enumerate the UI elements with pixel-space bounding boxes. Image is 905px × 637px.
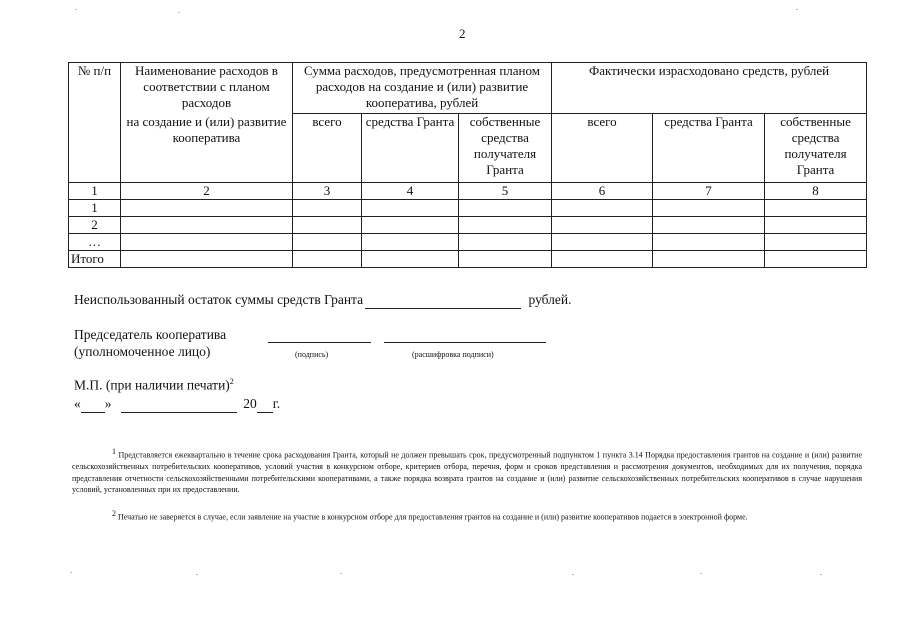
table-cell	[765, 217, 867, 234]
expense-report-table	[68, 62, 867, 268]
table-cell	[459, 234, 552, 251]
scan-speck	[700, 573, 702, 574]
row-label: …	[69, 234, 121, 251]
date-month-field[interactable]	[121, 396, 237, 413]
footnote-2	[72, 508, 862, 523]
decoding-caption: (расшифровка подписи)	[412, 350, 494, 359]
date-close-quote: »	[104, 396, 112, 411]
table-cell	[459, 217, 552, 234]
column-number: 6	[552, 183, 653, 200]
table-cell	[653, 251, 765, 268]
stamp-line	[74, 377, 234, 394]
table-cell	[765, 251, 867, 268]
date-year-suffix: г.	[272, 396, 281, 411]
subheader-fact-total: всего	[552, 114, 653, 183]
table-row	[69, 234, 867, 251]
subheader-plan-grant: средства Гранта	[362, 114, 459, 183]
table-cell	[362, 234, 459, 251]
scan-speck	[796, 9, 798, 10]
footnote-1	[72, 446, 862, 496]
table-cell	[765, 234, 867, 251]
row-label-total: Итого	[69, 251, 121, 268]
table-cell	[459, 251, 552, 268]
header-actual-spent: Фактически израсходовано средств, рублей	[552, 63, 867, 114]
scan-speck	[178, 12, 180, 13]
table-cell	[552, 251, 653, 268]
column-number: 8	[765, 183, 867, 200]
subheader-plan-total: всего	[293, 114, 362, 183]
scan-speck	[572, 574, 574, 575]
table-cell	[362, 200, 459, 217]
column-number: 7	[653, 183, 765, 200]
table-row	[69, 217, 867, 234]
table-cell	[121, 234, 293, 251]
table-cell	[552, 200, 653, 217]
chairman-title: Председатель кооператива	[74, 327, 227, 342]
subheader-plan-own: собственные средства получателя Гранта	[459, 114, 552, 183]
footnote-mark: 2	[229, 377, 234, 386]
table-cell	[293, 234, 362, 251]
table-cell	[121, 200, 293, 217]
remainder-amount-field[interactable]	[365, 292, 521, 309]
table-cell	[121, 251, 293, 268]
footnote-mark: 1	[112, 447, 116, 456]
table-cell	[459, 200, 552, 217]
date-day-field[interactable]	[81, 396, 105, 413]
signature-decoding-field[interactable]	[384, 342, 546, 343]
table-row	[69, 200, 867, 217]
column-number: 5	[459, 183, 552, 200]
header-planned-sum: Сумма расходов, предусмотренная планом расходов на создание и (или) развитие кооператива, рублей	[293, 63, 552, 114]
table-cell	[121, 217, 293, 234]
chairman-subtitle: (уполномоченное лицо)	[74, 344, 211, 359]
signature-caption: (подпись)	[295, 350, 329, 359]
remainder-label: Неиспользованный остаток суммы средств Гранта	[74, 292, 364, 307]
remainder-line	[74, 292, 572, 309]
scan-speck	[75, 9, 77, 10]
table-cell	[653, 200, 765, 217]
scan-speck	[70, 572, 72, 573]
scan-speck	[340, 573, 342, 574]
page-number: 2	[459, 26, 466, 41]
table-cell	[653, 217, 765, 234]
table-cell	[293, 251, 362, 268]
footnote-mark: 2	[112, 509, 116, 518]
remainder-unit: рублей.	[528, 292, 572, 307]
subheader-fact-own: собственные средства получателя Гранта	[765, 114, 867, 183]
row-label: 1	[69, 200, 121, 217]
table-cell	[653, 234, 765, 251]
column-number: 3	[293, 183, 362, 200]
column-number-row	[69, 183, 867, 200]
date-line	[74, 396, 280, 413]
table-cell	[293, 200, 362, 217]
date-open-quote: «	[74, 396, 81, 411]
subheader-fact-grant: средства Гранта	[653, 114, 765, 183]
table-cell	[362, 251, 459, 268]
stamp-label: М.П. (при наличии печати)	[74, 377, 230, 393]
header-number: № п/п	[69, 63, 121, 183]
row-label: 2	[69, 217, 121, 234]
footnote-text: Представляется ежеквартально в течение срока расходования Гранта, который не должен превышать срок, предусмотренный подпунктом 1 пункта 3.14 Порядка предоставления грантов на создание и (или) развитие сельскохозяйственных потребительских кооперативов, условий участия в конкурсном отборе, критериев отбора, перечня, форм и сроков представления и рассмотрения документов, необходимых для их получения, порядка представления отчетности сельскохозяйственными потребительскими кооперативами, а также порядка возврата грантов на создание и (или) развитие сельскохозяйственных потребительских кооперативов в случае нарушения условий, установленных при их предоставлении.	[72, 450, 862, 495]
date-year-prefix: 20	[243, 396, 257, 411]
footnote-text: Печатью не заверяется в случае, если заявление на участие в конкурсном отборе для предоставления грантов на создание и (или) развитие кооперативов подается в электронной форме.	[118, 512, 748, 522]
table-cell	[362, 217, 459, 234]
header-expense-name-continued: на создание и (или) развитие кооператива	[121, 114, 293, 183]
table-cell	[765, 200, 867, 217]
column-number: 4	[362, 183, 459, 200]
scan-speck	[820, 574, 822, 575]
signature-field[interactable]	[268, 342, 371, 343]
column-number: 1	[69, 183, 121, 200]
scan-speck	[196, 574, 198, 575]
table-cell	[552, 217, 653, 234]
table-cell	[293, 217, 362, 234]
column-number: 2	[121, 183, 293, 200]
table-cell	[552, 234, 653, 251]
header-expense-name: Наименование расходов в соответствии с планом расходов	[121, 63, 293, 114]
date-year-field[interactable]	[257, 396, 273, 413]
table-row-total	[69, 251, 867, 268]
